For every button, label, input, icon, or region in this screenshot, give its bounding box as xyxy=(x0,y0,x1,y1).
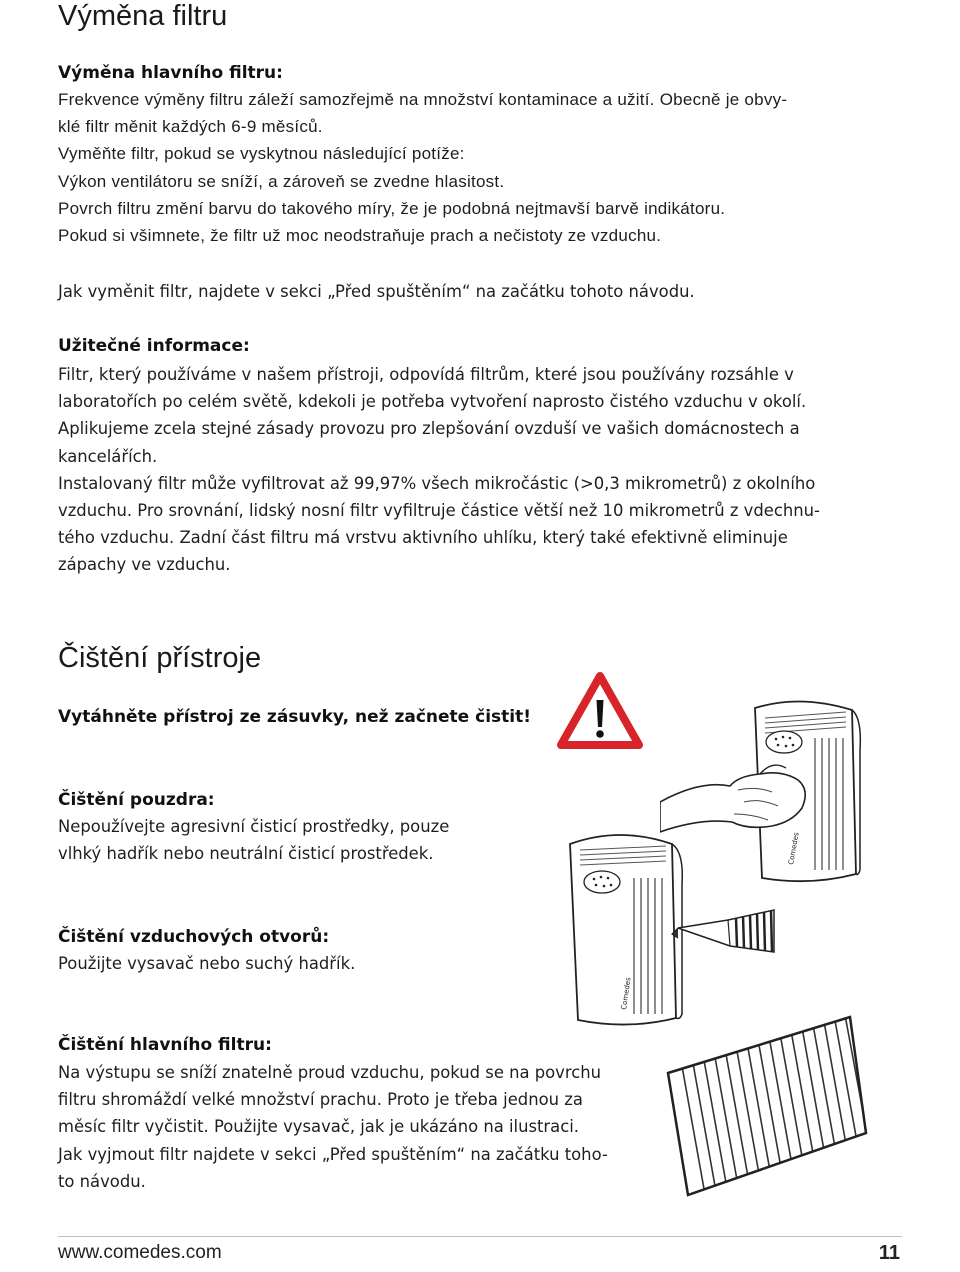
main-filter-cleaning-text xyxy=(58,1059,608,1195)
vent-vacuum-illustration xyxy=(560,820,775,1030)
useful-info-heading: Užitečné informace: xyxy=(58,336,250,356)
text-line: laboratořích po celém světě, kdekoli je potřeba vytvoření naprosto čistého vzduchu v okolí. xyxy=(58,392,807,412)
text-line: tého vzduchu. Zadní část filtru má vrstvu aktivního uhlíku, který také efektivně eliminuje xyxy=(58,528,788,548)
section-title-filter-replacement: Výměna filtru xyxy=(58,0,228,32)
footer-website-link[interactable]: www.comedes.com xyxy=(58,1242,222,1263)
housing-cleaning-text xyxy=(58,813,449,867)
housing-cleaning-heading: Čištění pouzdra: xyxy=(58,790,215,810)
warning-triangle-icon xyxy=(557,672,643,750)
text-line: Povrch filtru změní barvu do takového míry, že je podobná nejtmavší barvě indikátoru. xyxy=(58,198,726,218)
text-line: Výkon ventilátoru se sníží, a zároveň se zvedne hlasitost. xyxy=(58,171,505,191)
main-filter-replacement-text xyxy=(58,86,918,249)
text-line: Použijte vysavač nebo suchý hadřík. xyxy=(58,954,356,973)
text-line: Nepoužívejte agresivní čisticí prostředky, pouze xyxy=(58,817,450,836)
unplug-warning-text: Vytáhněte přístroj ze zásuvky, než začnete čistit! xyxy=(58,707,531,727)
text-line: to návodu. xyxy=(58,1171,146,1191)
text-line: Na výstupu se sníží znatelně proud vzduchu, pokud se na povrchu xyxy=(58,1063,602,1082)
vents-cleaning-heading: Čištění vzduchových otvorů: xyxy=(58,927,330,947)
text-line: filtru shromáždí velké množství prachu. Proto je třeba jednou za xyxy=(58,1090,583,1110)
text-line: Aplikujeme zcela stejné zásady provozu pro zlepšování ovzduší ve vašich domácnostech a xyxy=(58,419,800,439)
text-line: měsíc filtr vyčistit. Použijte vysavač, jak je ukázáno na ilustraci. xyxy=(58,1117,579,1137)
filter-panel-illustration xyxy=(660,1015,870,1200)
text-line: klé filtr měnit každých 6-9 měsíců. xyxy=(58,117,323,137)
device-brand-label: Comedes xyxy=(620,976,633,1011)
page-number: 11 xyxy=(878,1242,900,1264)
main-filter-replacement-heading: Výměna hlavního filtru: xyxy=(58,63,283,83)
text-line: Instalovaný filtr může vyfiltrovat až 99,97% všech mikročástic (>0,3 mikrometrů) z okolního xyxy=(58,473,816,493)
main-filter-cleaning-heading: Čištění hlavního filtru: xyxy=(58,1035,272,1055)
text-line: Jak vyjmout filtr najdete v sekci „Před spuštěním“ na začátku toho- xyxy=(58,1144,608,1164)
text-line: zápachy ve vzduchu. xyxy=(58,555,231,575)
text-line: Vyměňte filtr, pokud se vyskytnou následující potíže: xyxy=(58,144,465,164)
text-line: Filtr, který používáme v našem přístroji, odpovídá filtrům, které jsou používány rozsáhle v xyxy=(58,365,794,384)
vents-cleaning-text xyxy=(58,950,355,977)
footer-divider xyxy=(58,1236,902,1237)
text-line: Pokud si všimnete, že filtr už moc neodstraňuje prach a nečistoty ze vzduchu. xyxy=(58,226,662,246)
text-line: kancelářích. xyxy=(58,446,158,466)
how-to-replace-note: Jak vyměnit filtr, najdete v sekci „Před spuštěním“ na začátku tohoto návodu. xyxy=(58,282,695,301)
useful-info-text xyxy=(58,361,918,579)
device-brand-label: Comedes xyxy=(787,831,801,866)
section-title-device-cleaning: Čištění přístroje xyxy=(58,642,262,674)
text-line: Frekvence výměny filtru záleží samozřejmě na množství kontaminace a užití. Obecně je obvy- xyxy=(58,90,788,109)
text-line: vzduchu. Pro srovnání, lidský nosní filtr vyfiltruje částice větší než 10 mikrometrů z vdechnu- xyxy=(58,501,820,521)
text-line: vlhký hadřík nebo neutrální čisticí prostředek. xyxy=(58,844,434,864)
